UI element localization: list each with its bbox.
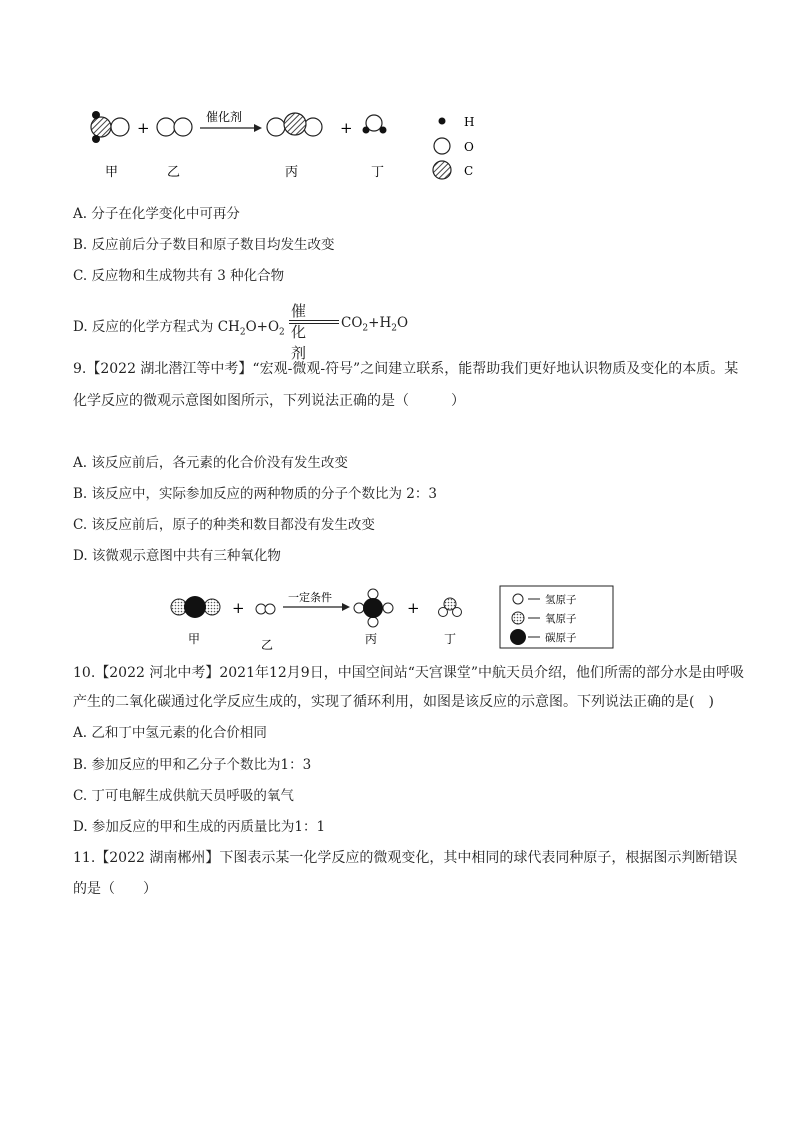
- q11-stem-line2: 的是（ ）: [73, 881, 157, 897]
- reaction-diagram-2: [0, 580, 794, 670]
- legend-1: [433, 115, 474, 179]
- q10-option-a: A. 乙和丁中氢元素的化合价相同: [73, 725, 267, 741]
- molecule-bing-2: [354, 589, 393, 627]
- label-yi: 乙: [261, 638, 274, 652]
- q8-option-d-products: $CO_2+H_2O$: [341, 315, 409, 334]
- reaction-arrow: [200, 124, 262, 132]
- legend-2: [500, 586, 613, 648]
- q10-option-c: C. 丁可电解生成供航天员呼吸的氧气: [73, 788, 294, 804]
- equation-catalyst: 催化剂: [291, 302, 307, 362]
- legend-h: H: [464, 115, 475, 129]
- legend-o: O: [464, 140, 474, 154]
- label-bing: 丙: [365, 632, 378, 646]
- q11-stem-line1: 11.【2022 湖南郴州】下图表示某一化学反应的微观变化，其中相同的球代表同种原子，根据图示判断错误: [73, 850, 738, 866]
- q8-option-b: B. 反应前后分子数目和原子数目均发生改变: [73, 237, 335, 253]
- reaction-arrow: [283, 603, 350, 611]
- equation-bar: [289, 320, 339, 321]
- plus-sign: +: [232, 599, 245, 617]
- q9-stem-line2: 化学反应的微观示意图如图所示，下列说法正确的是（ ）: [73, 393, 465, 409]
- q8-option-c: C. 反应物和生成物共有 3 种化合物: [73, 268, 285, 284]
- q9-stem-line1: 9.【2022 湖北潜江等中考】“宏观-微观-符号”之间建立联系，能帮助我们更好地认识物质及变化的本质。某: [73, 361, 739, 377]
- plus-sign: +: [340, 119, 353, 137]
- q10-stem-line1: 10.【2022 河北中考】2021年12月9日，中国空间站“天宫课堂”中航天员介绍，他们所需的部分水是由呼吸: [73, 665, 745, 681]
- label-yi: 乙: [167, 165, 181, 180]
- q9-option-b: B. 该反应中，实际参加反应的两种物质的分子个数比为 2：3: [73, 486, 437, 502]
- plus-sign: +: [137, 119, 150, 137]
- label-jia: 甲: [188, 632, 201, 646]
- legend-c: C: [464, 164, 474, 178]
- molecule-ding-1: [363, 115, 387, 134]
- q9-option-a: A. 该反应前后，各元素的化合价没有发生改变: [73, 455, 348, 471]
- legend-carbon: 碳原子: [545, 632, 577, 644]
- equation-bar: [289, 323, 339, 324]
- label-ding: 丁: [371, 165, 385, 180]
- catalyst-label: 催化剂: [206, 110, 243, 124]
- q8-option-d-prefix: D. 反应的化学方程式为 $CH_2O+O_2$: [73, 319, 285, 338]
- q9-option-d: D. 该微观示意图中共有三种氧化物: [73, 548, 281, 564]
- q9-option-c: C. 该反应前后，原子的种类和数目都没有发生改变: [73, 517, 375, 533]
- label-bing: 丙: [285, 165, 299, 180]
- reaction-diagram-1: [0, 0, 794, 200]
- molecule-ding-2: [439, 598, 462, 617]
- molecule-jia-1: [91, 111, 129, 143]
- label-jia: 甲: [105, 165, 119, 180]
- molecule-yi-1: [157, 118, 192, 136]
- molecule-jia-2: [171, 596, 220, 618]
- molecule-bing-1: [267, 113, 322, 136]
- condition-label: 一定条件: [288, 591, 332, 604]
- plus-sign: +: [407, 599, 420, 617]
- legend-oxygen: 氧原子: [545, 613, 577, 625]
- molecule-yi-2: [256, 604, 275, 614]
- q10-option-b: B. 参加反应的甲和乙分子个数比为1：3: [73, 757, 312, 773]
- legend-hydrogen: 氢原子: [545, 594, 577, 606]
- q10-option-d: D. 参加反应的甲和生成的丙质量比为1：1: [73, 819, 326, 835]
- q8-option-a: A. 分子在化学变化中可再分: [73, 206, 240, 222]
- q10-stem-line2: 产生的二氧化碳通过化学反应生成的，实现了循环利用，如图是该反应的示意图。下列说法正确的是( ): [73, 694, 714, 710]
- label-ding: 丁: [444, 632, 457, 646]
